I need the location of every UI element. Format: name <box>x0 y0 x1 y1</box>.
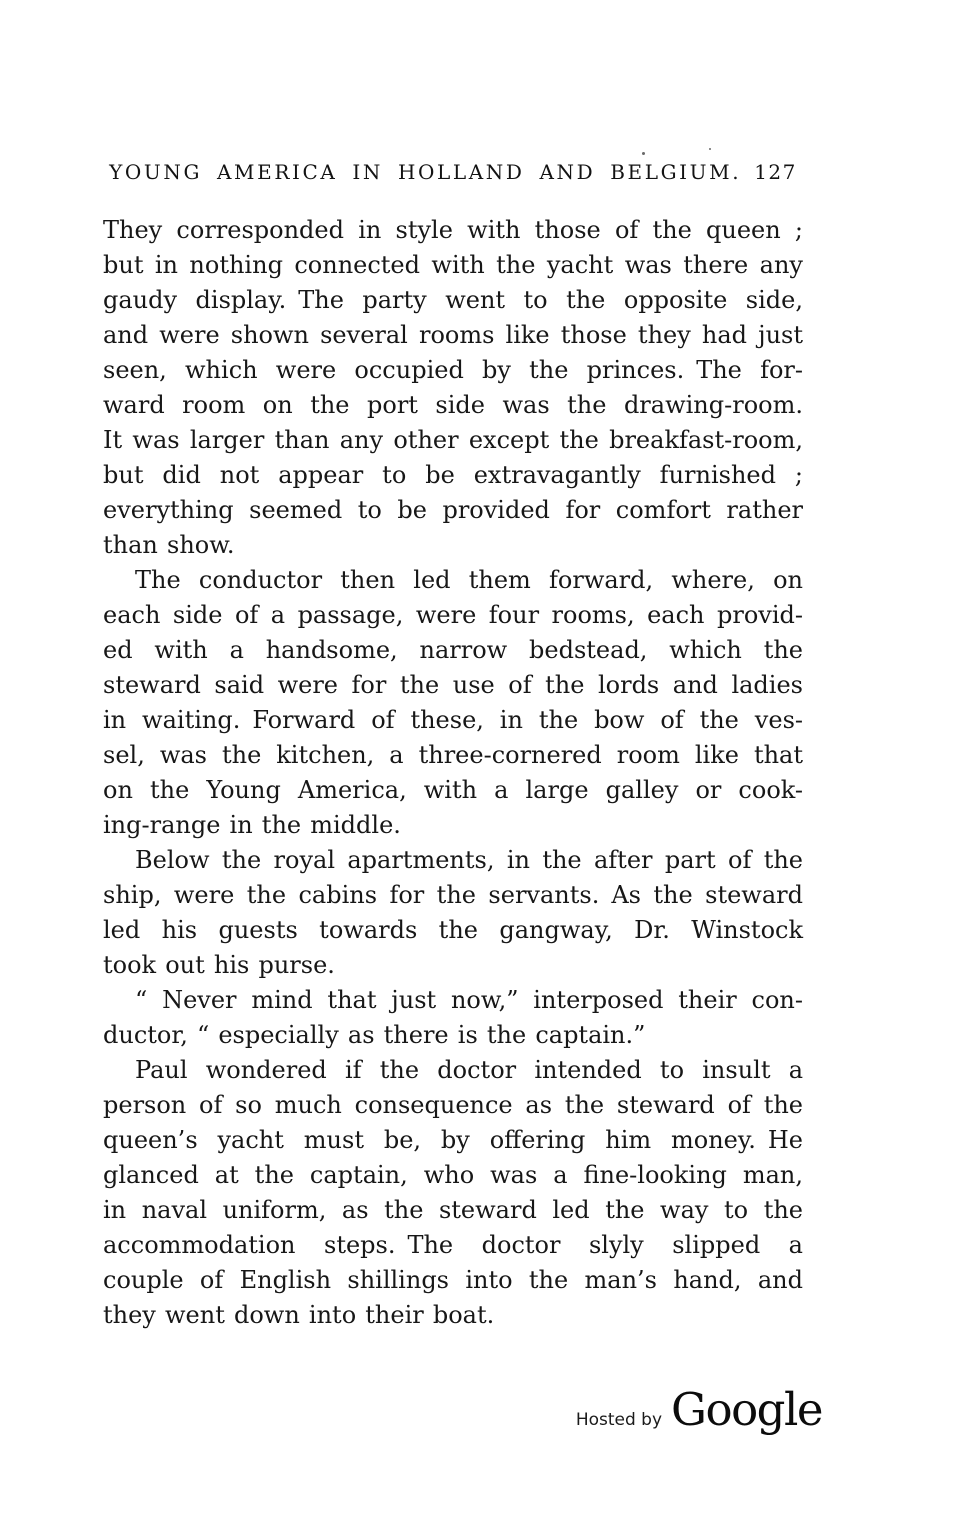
paragraph <box>103 563 803 843</box>
text-line: led his guests towards the gangway, Dr. Winstock <box>103 916 803 944</box>
hosted-by-label: Hosted by <box>575 1410 663 1430</box>
text-line: but did not appear to be extravagantly furnished ; <box>103 461 803 489</box>
google-logo: Google <box>671 1383 822 1436</box>
text-line: ing-range in the middle. <box>103 811 401 839</box>
text-line: It was larger than any other except the breakfast-room, <box>103 426 803 454</box>
paragraph <box>103 983 803 1053</box>
text-line: in waiting. Forward of these, in the bow of the ves- <box>103 706 803 734</box>
text-line: They corresponded in style with those of the queen ; <box>103 216 803 244</box>
page-number: 127 <box>754 160 797 184</box>
text-line: on the Young America, with a large galley or cook- <box>103 776 803 804</box>
watermark <box>576 1383 822 1436</box>
text-line: ed with a handsome, narrow bedstead, which the <box>103 636 803 664</box>
text-line: glanced at the captain, who was a fine-looking man, <box>103 1161 803 1189</box>
text-line: steward said were for the use of the lords and ladies <box>103 671 803 699</box>
text-line: Paul wondered if the doctor intended to insult a <box>135 1056 803 1084</box>
text-line: The conductor then led them forward, where, on <box>135 566 803 594</box>
text-line: person of so much consequence as the steward of the <box>103 1091 803 1119</box>
body-text <box>103 213 803 1333</box>
text-line: but in nothing connected with the yacht was there any <box>103 251 803 279</box>
text-line: ductor, “ especially as there is the captain.” <box>103 1021 646 1049</box>
paragraph <box>103 213 803 563</box>
text-line: than show. <box>103 531 235 559</box>
text-line: and were shown several rooms like those they had just <box>103 321 803 349</box>
text-line: everything seemed to be provided for comfort rather <box>103 496 803 524</box>
text-line: “ Never mind that just now,” interposed their con- <box>135 986 803 1014</box>
text-line: Below the royal apartments, in the after part of the <box>135 846 803 874</box>
text-line: seen, which were occupied by the princes. The for- <box>103 356 803 384</box>
text-line: sel, was the kitchen, a three-cornered room like that <box>103 741 803 769</box>
scan-speck <box>709 148 711 150</box>
text-line: ward room on the port side was the drawing-room. <box>103 391 803 419</box>
text-line: each side of a passage, were four rooms, each provid- <box>103 601 803 629</box>
running-header <box>100 160 806 184</box>
paragraph <box>103 1053 803 1333</box>
text-line: accommodation steps. The doctor slyly slipped a <box>103 1231 803 1259</box>
paragraph <box>103 843 803 983</box>
scan-speck <box>642 152 645 155</box>
text-line: gaudy display. The party went to the opposite side, <box>103 286 803 314</box>
running-header-title: YOUNG AMERICA IN HOLLAND AND BELGIUM. <box>109 160 742 184</box>
text-line: queen’s yacht must be, by offering him money. He <box>103 1126 803 1154</box>
text-line: ship, were the cabins for the servants. As the steward <box>103 881 803 909</box>
text-line: took out his purse. <box>103 951 335 979</box>
text-line: they went down into their boat. <box>103 1301 495 1329</box>
text-line: couple of English shillings into the man’s hand, and <box>103 1266 803 1294</box>
text-line: in naval uniform, as the steward led the way to the <box>103 1196 803 1224</box>
